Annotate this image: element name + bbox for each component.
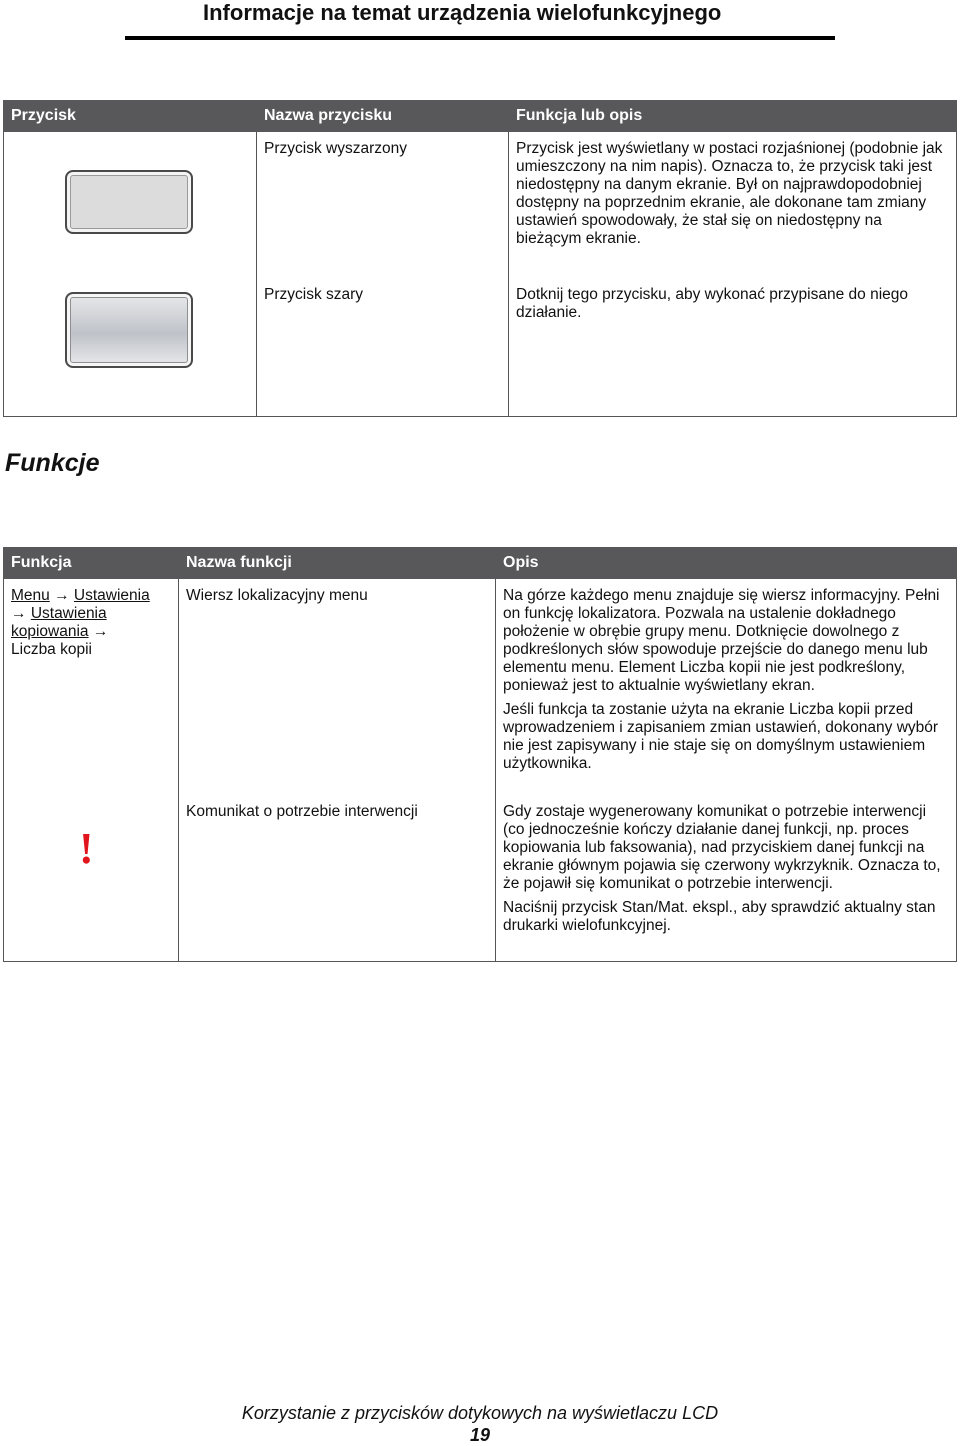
button-name: Przycisk szary [257,278,509,416]
button-name: Przycisk wyszarzony [257,132,509,278]
column-header: Opis [496,547,957,579]
description-paragraph: Na górze każdego menu znajduje się wiersz informacyjny. Pełni on funkcję lokalizatora. Pozwala na ustalenie dokładnego położenie w obrębie grupy menu. Dotknięcie dowolnego z podkreślonych słów spowoduje przejście do danego menu lub elementu menu. Element Liczba kopii nie jest podkreślony, ponieważ jest to aktualnie wyświetlany ekran. [503,587,940,694]
functions-table [3,547,957,962]
column-header: Przycisk [4,100,257,132]
table-row [4,278,957,416]
arrow-right-icon: → [11,605,27,622]
function-name: Wiersz lokalizacyjny menu [179,579,496,795]
page-number: 19 [469,1425,491,1445]
exclamation-icon: ! [79,824,94,873]
column-header: Nazwa przycisku [257,100,509,132]
dimmed-button-image [65,170,193,234]
button-description: Przycisk jest wyświetlany w postaci rozjaśnionej (podobnie jak umieszczony na nim napis). Oznacza to, że przycisk taki jest niedostępny na danym ekranie. Był on najprawdopodobniej dostępny na poprzednim ekranie, ale dokonane tam zmiany ustawień spowodowały, że stał się on niedostępny na bieżącym ekranie. [509,132,957,278]
arrow-right-icon: → [92,623,109,640]
description-paragraph: Jeśli funkcja ta zostanie użyta na ekranie Liczba kopii przed wprowadzeniem i zapisaniem zmian ustawień, dokonany wybór nie jest zapisywany i nie staje się on domyślnym ustawieniem użytkownika. [503,701,939,772]
breadcrumb-link-settings[interactable]: Ustawienia [73,587,150,604]
table-row [4,795,957,961]
breadcrumb-link-copy-settings[interactable]: Ustawienia kopiowania [11,605,107,640]
function-description [496,579,957,795]
button-image-cell [4,132,257,278]
footer-title: Korzystanie z przycisków dotykowych na wyświetlaczu LCD [241,1403,719,1423]
function-name: Komunikat o potrzebie interwencji [179,795,496,961]
page-header-title: Informacje na temat urządzenia wielofunkcyjnego [203,0,722,25]
icon-cell [4,795,179,961]
arrow-right-icon: → [54,587,70,604]
table-row [4,579,957,795]
buttons-table [3,100,957,417]
section-title: Funkcje [5,449,100,477]
button-description: Dotknij tego przycisku, aby wykonać przypisane do niego działanie. [509,278,957,416]
description-paragraph: Naciśnij przycisk Stan/Mat. ekspl., aby sprawdzić aktualny stan drukarki wielofunkcyjnej. [503,899,936,934]
column-header: Funkcja lub opis [509,100,957,132]
column-header: Nazwa funkcji [179,547,496,579]
breadcrumb-current: Liczba kopii [11,641,92,658]
button-image-cell [4,278,257,416]
breadcrumb [4,579,179,795]
column-header: Funkcja [4,547,179,579]
function-description [496,795,957,961]
table-header-row [4,100,957,132]
breadcrumb-link-menu[interactable]: Menu [11,587,50,604]
description-paragraph: Gdy zostaje wygenerowany komunikat o potrzebie interwencji (co jednocześnie kończy działanie danej funkcji, np. proces kopiowania lub faksowania), nad przyciskiem danej funkcji na ekranie głównym pojawia się czerwony wykrzyknik. Oznacza to, że pojawił się komunikat o potrzebie interwencji. [503,803,941,892]
gray-button-image [65,292,193,368]
table-row [4,132,957,278]
table-header-row [4,547,957,579]
header-rule [125,36,835,40]
